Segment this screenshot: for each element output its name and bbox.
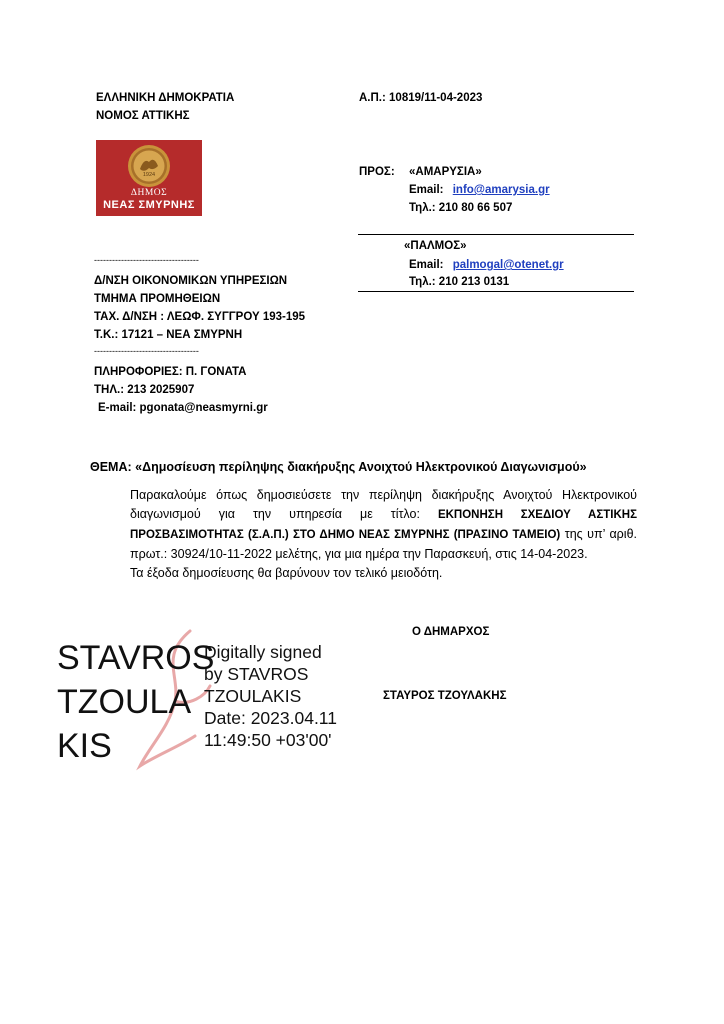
to-label: ΠΡΟΣ: <box>359 166 395 178</box>
section-name: ΤΜΗΜΑ ΠΡΟΜΗΘΕΙΩΝ <box>94 293 221 305</box>
postal-address: ΤΑΧ. Δ/ΝΣΗ : ΛΕΩΦ. ΣΥΓΓΡΟΥ 193-195 <box>94 311 306 323</box>
protocol-number: Α.Π.: 10819/11-04-2023 <box>359 92 483 104</box>
body-part1: Παρακαλούμε όπως δημοσιεύσετε την περίληψη διακήρυξης Ανοιχτού Ηλεκτρονικού διαγωνισμού για την υπηρεσία με τίτλο: <box>130 488 637 521</box>
seal-icon <box>127 144 171 188</box>
logo-line1: ΔΗΜΟΣ <box>130 188 168 198</box>
recipient-1-email-row <box>409 181 550 199</box>
mayor-title: Ο ΔΗΜΑΡΧΟΣ <box>412 626 490 638</box>
signature-name <box>57 636 214 768</box>
project-title: ΕΚΠΟΝΗΣΗ ΣΧΕΔΙΟΥ ΑΣΤΙΚΗΣ ΠΡΟΣΒΑΣΙΜΟΤΗΤΑΣ (Σ.Α.Π.) ΣΤΟ ΔΗΜΟ ΝΕΑΣ ΣΜΥΡΝΗΣ (ΠΡΑΣΙΝΟ ΤΑΜΕΙΟ) <box>130 509 637 541</box>
mayor-name: ΣΤΑΥΡΟΣ ΤΖΟΥΛΑΚΗΣ <box>383 690 507 702</box>
signature-detail-line1: Digitally signed <box>204 642 322 662</box>
signature-detail-line3: TZOULAKIS <box>204 686 302 706</box>
body-part2: της υπ’ αριθ. πρωτ.: 30924/10-11-2022 μελέτης, για μια ημέρα την Παρασκευή, στις 14-04-2023. <box>130 527 637 561</box>
separator-2: ----------------------------------- <box>94 346 199 356</box>
recipient-2-email-row <box>409 256 564 274</box>
issuer-prefecture: ΝΟΜΟΣ ΑΤΤΙΚΗΣ <box>96 110 190 122</box>
signature-detail-line2: by STAVROS <box>204 664 309 684</box>
signature-name-line3: KIS <box>57 727 112 765</box>
body-part3: Τα έξοδα δημοσίευσης θα βαρύνουν τον τελικό μειοδότη. <box>130 566 443 580</box>
recipient-divider <box>358 234 634 235</box>
recipient-1-name: «ΑΜΑΡΥΣΙΑ» <box>409 166 482 178</box>
recipient-2-phone: Τηλ.: 210 213 0131 <box>409 276 510 288</box>
signature-detail-line5: 11:49:50 +03'00' <box>204 730 332 750</box>
document-subject: ΘΕΜΑ: «Δημοσίευση περίληψης διακήρυξης Ανοιχτού Ηλεκτρονικού Διαγωνισμού» <box>90 460 587 474</box>
signature-name-line1: STAVROS <box>57 639 215 677</box>
seal-year: 1924 <box>142 172 156 178</box>
recipient-2-email-link[interactable]: palmogal@otenet.gr <box>452 259 564 271</box>
contact-phone: ΤΗΛ.: 213 2025907 <box>94 384 195 396</box>
recipient-1-email-label: Email: <box>409 184 444 196</box>
recipient-bottom-rule <box>358 291 634 292</box>
recipient-1-email-link[interactable]: info@amarysia.gr <box>452 184 550 196</box>
department-name: Δ/ΝΣΗ ΟΙΚΟΝΟΜΙΚΩΝ ΥΠΗΡΕΣΙΩΝ <box>94 275 288 287</box>
contact-info: ΠΛΗΡΟΦΟΡΙΕΣ: Π. ΓΟΝΑΤΑ <box>94 366 247 378</box>
municipality-logo <box>96 140 202 216</box>
recipient-1-phone: Τηλ.: 210 80 66 507 <box>409 202 513 214</box>
logo-line2: ΝΕΑΣ ΣΜΥΡΝΗΣ <box>103 199 195 211</box>
postal-code: Τ.Κ.: 17121 – ΝΕΑ ΣΜΥΡΝΗ <box>94 329 243 341</box>
contact-email: E-mail: pgonata@neasmyrni.gr <box>98 402 268 414</box>
recipient-2-email-label: Email: <box>409 259 444 271</box>
issuer-country: ΕΛΛΗΝΙΚΗ ΔΗΜΟΚΡΑΤΙΑ <box>96 92 235 104</box>
document-body <box>130 486 637 583</box>
signature-details <box>204 641 337 751</box>
separator-1: ----------------------------------- <box>94 255 199 265</box>
signature-name-line2: TZOULA <box>57 683 192 721</box>
signature-detail-line4: Date: 2023.04.11 <box>204 708 337 728</box>
recipient-2-name: «ΠΑΛΜΟΣ» <box>404 240 467 252</box>
